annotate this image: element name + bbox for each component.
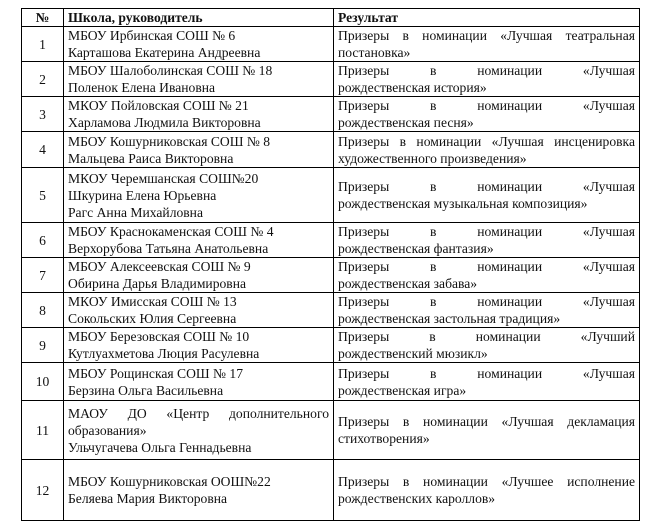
school-cell [64,363,334,401]
table-header-row [22,9,640,27]
school-leader: Мальцева Раиса Викторовна [68,150,234,166]
result-cell [334,401,640,460]
result-text: Призеры в номинации «Лучшее исполнение [338,474,635,489]
result-cell [334,328,640,363]
row-number: 10 [22,363,64,401]
school-cell [64,460,334,521]
result-text: стихотворения» [338,431,430,446]
result-cell [334,223,640,258]
table-body [22,27,640,521]
result-text: рождественская игра» [338,382,467,398]
table-row [22,97,640,132]
result-cell [334,460,640,521]
header-num: № [22,9,64,27]
row-number: 6 [22,223,64,258]
school-leader: Ульчугачева Ольга Геннадьевна [68,439,252,455]
school-name: МКОУ Пойловская СОШ № 21 [68,98,249,113]
school-cell [64,293,334,328]
school-leader: Сокольских Юлия Сергеевна [68,311,237,326]
result-text: художественного произведения» [338,150,527,166]
result-text: Призеры в номинации «Лучшая [338,294,635,309]
school-name: МБОУ Шалоболинская СОШ № 18 [68,63,273,78]
result-text: Призеры в номинации «Лучшая декламация [338,414,635,429]
school-name: МБОУ Кошурниковская СОШ № 8 [68,133,271,149]
school-leader: Кутлуахметова Люция Расулевна [68,346,260,361]
result-cell [334,258,640,293]
school-cell [64,97,334,132]
row-number: 1 [22,27,64,62]
result-text: Призеры в номинации «Лучшая театральная [338,28,635,43]
result-text: Призеры в номинации «Лучшая [338,259,635,274]
result-text: Призеры в номинации «Лучший [338,329,635,344]
school-leader: Обирина Дарья Владимировна [68,276,247,291]
row-number: 8 [22,293,64,328]
result-text: Призеры в номинации «Лучшая инсценировка [338,133,635,149]
result-text: рождественская песня» [338,115,474,130]
table-row [22,363,640,401]
row-number: 12 [22,460,64,521]
result-cell [334,363,640,401]
result-cell [334,293,640,328]
table-row [22,27,640,62]
school-name: МКОУ Черемшанская СОШ№20 [68,170,259,186]
result-text: рождественская забава» [338,276,478,291]
row-number: 11 [22,401,64,460]
school-leader: Шкурина Елена Юрьевна [68,187,217,203]
result-cell [334,97,640,132]
school-cell [64,223,334,258]
table-row [22,132,640,168]
school-name: МБОУ Рощинская СОШ № 17 [68,365,243,381]
school-cell [64,401,334,460]
row-number: 7 [22,258,64,293]
school-cell [64,258,334,293]
school-name: МБОУ Алексеевская СОШ № 9 [68,259,251,274]
result-text: рождественская застольная традиция» [338,311,561,326]
result-text: Призеры в номинации «Лучшая [338,365,635,381]
row-number: 3 [22,97,64,132]
school-name: МАОУ ДО «Центр дополнительного [68,405,329,421]
school-leader: Беляева Мария Викторовна [68,491,228,506]
result-cell [334,27,640,62]
result-text: рождественских кароллов» [338,491,496,506]
school-name: МБОУ Кошурниковская ООШ№22 [68,474,271,489]
table-row [22,62,640,97]
school-cell [64,168,334,223]
school-name: МБОУ Березовская СОШ № 10 [68,329,250,344]
school-leader: Рагс Анна Михайловна [68,204,203,220]
result-cell [334,168,640,223]
table-row [22,328,640,363]
school-leader: Поленок Елена Ивановна [68,80,216,95]
row-number: 9 [22,328,64,363]
result-text: рождественская история» [338,80,487,95]
result-text: рождественская музыкальная композиция» [338,196,588,211]
table-row [22,223,640,258]
school-leader: образования» [68,422,147,438]
result-text: Призеры в номинации «Лучшая [338,63,635,78]
results-table [21,8,640,521]
school-leader: Карташова Екатерина Андреевна [68,45,261,60]
result-text: рождественская фантазия» [338,241,494,256]
header-result: Результат [334,9,640,27]
result-cell [334,132,640,168]
table-row [22,258,640,293]
table-row [22,460,640,521]
result-text: постановка» [338,45,411,60]
school-name: МКОУ Имисская СОШ № 13 [68,294,237,309]
result-text: Призеры в номинации «Лучшая [338,224,635,239]
result-text: Призеры в номинации «Лучшая [338,179,635,194]
school-name: МБОУ Ирбинская СОШ № 6 [68,28,236,43]
row-number: 5 [22,168,64,223]
table-row [22,293,640,328]
school-leader: Верхорубова Татьяна Анатольевна [68,241,269,256]
result-text: рождественский мюзикл» [338,346,488,361]
table-row [22,401,640,460]
school-name: МБОУ Краснокаменская СОШ № 4 [68,224,274,239]
school-cell [64,132,334,168]
row-number: 4 [22,132,64,168]
school-leader: Берзина Ольга Васильевна [68,382,224,398]
school-cell [64,328,334,363]
school-cell [64,62,334,97]
school-leader: Харламова Людмила Викторовна [68,115,261,130]
row-number: 2 [22,62,64,97]
header-school: Школа, руководитель [64,9,334,27]
school-cell [64,27,334,62]
result-text: Призеры в номинации «Лучшая [338,98,635,113]
result-cell [334,62,640,97]
table-row [22,168,640,223]
